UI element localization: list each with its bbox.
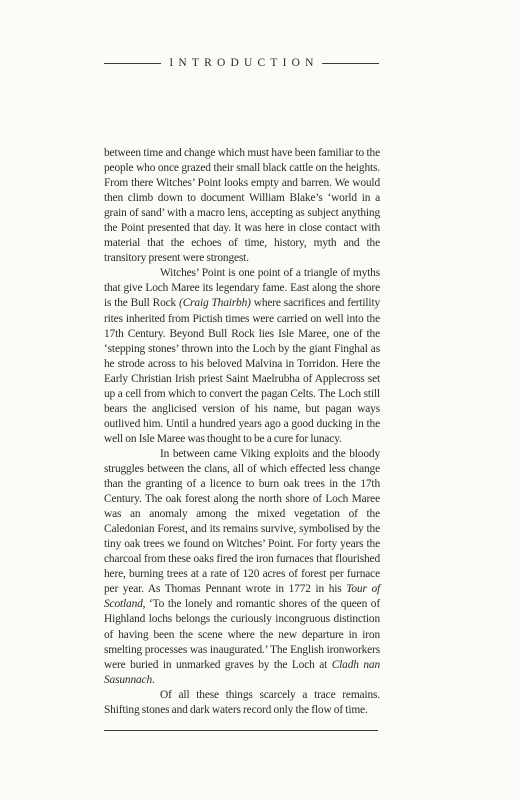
paragraph (104, 447, 380, 688)
paragraph-text: In between came Viking exploits and the bloody struggles between the clans, all of which effected less change than the granting of a licence to burn oak trees in the 17th Century. The oak forest along the north shore of Loch Maree was an anomaly among the mixed vegetation of the Caledonian Forest, and its remains survive, symbolised by the tiny oak trees we found on Witches’ Point. For forty years the charcoal from these oaks fired the iron furnaces that flourished here, burning trees at a rate of 120 acres of forest per furnace per year. As Thomas Pennant wrote in 1772 in his (104, 447, 380, 596)
paragraph-text: Witches’ Point is one point of a triangle of myths that give Loch Maree its legendary fame. East along the shore is the Bull Rock (104, 267, 380, 310)
paragraph (104, 688, 380, 718)
italic-text: Cladh nan Sasunnach (104, 658, 380, 686)
paragraph (104, 146, 380, 266)
paragraph-text: between time and change which must have been familiar to the people who once grazed their small black cattle on the heights. From there Witches’ Point looks empty and barren. We would then climb down to document William Blake’s ‘world in a grain of sand’ with a macro lens, accepting as subject anything the Point presented that day. It was here in close contact with material that the echoes of time, history, myth and the transitory present were strongest. (104, 147, 380, 265)
chapter-title: INTRODUCTION (169, 57, 319, 69)
paragraph-text: where sacrifices and fertility rites inherited from Pictish times were carried on well into the 17th Century. Beyond Bull Rock lies Isle Maree, one of the ‘stepping stones’ thrown into the Loch by the giant Finghal as he strode across to his beloved Malvina in Torridon. Here the Early Christian Irish priest Saint Maelrubha of Applecross set up a cell from which to convert the pagan Celts. The Loch still bears the anglicised version of his name, but pagan ways outlived him. Until a hundred years ago a good ducking in the well on Isle Maree was thought to be a cure for lunacy. (104, 297, 380, 445)
paragraph-text: , ‘To the lonely and romantic shores of the queen of Highland lochs belongs the curiously incongruous distinction of having been the scene where the new departure in iron smelting processes was inaugurated.’ The English ironworkers were buried in unmarked graves by the Loch at (104, 598, 380, 671)
paragraph-text: . (152, 673, 155, 686)
footer-rule (104, 730, 378, 731)
paragraph-text: Of all these things scarcely a trace remains. Shifting stones and dark waters record only the flow of time. (104, 688, 380, 716)
header-rule-right (322, 63, 379, 64)
paragraph (104, 266, 380, 447)
header-rule-left (104, 63, 161, 64)
running-header (104, 55, 379, 71)
italic-text: Tour of Scotland (104, 583, 381, 611)
italic-text: (Craig Thairbh) (179, 297, 251, 310)
body-text (104, 146, 380, 718)
